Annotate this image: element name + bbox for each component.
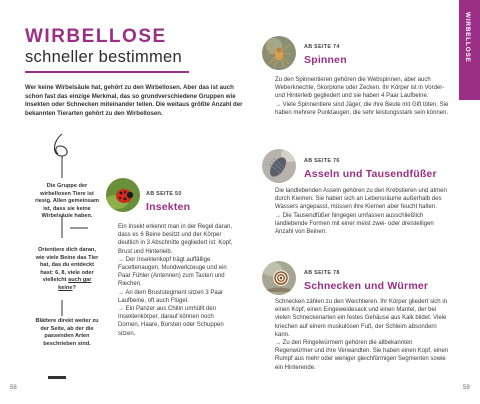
spider-photo (262, 36, 296, 70)
section-title-insekten: Insekten (146, 201, 191, 213)
section-title-asseln: Asseln und Tausendfüßer (304, 168, 437, 180)
spinnen-text: Zu den Spinnentieren gehören die Webspinnen, aber auch Weberknechte, Skorpione oder Zecken. Ihr Körper ist in Vorder- und Hinterleib gegliedert und sie haben 4 Paar Laufbeine. → Viele Spinnentiere sind Jäger, die ihre Beute mit Gift töten. Sie haben mehrere Punktaugen, die sehr leistungsstark sein können. (275, 77, 449, 116)
arrow-icon: → (275, 212, 281, 219)
schnecken-text: Schnecken zählen zu den Weichtieren. Ihr Körper gliedert sich in einen Kopf, einen Eingeweidesack und einen Mantel, der bei vielen Schneckenarten ein festes Gehäuse aus Kalk bildet. Viele kriechen auf einem muskulösen Fuß, der Schleim absondern kann. → Zu den Ringelwürmern gehören die allbekannten Regenwürmer und ihre Verwandten. Sie haben einen Kopf, einen Rumpf aus mehr oder weniger gleichförmigen Segmenten sowie ein Hinterende. (275, 299, 449, 371)
guide-step-2-emphasis: auch gar keine (58, 277, 92, 291)
page-title: WIRBELLOSE (25, 26, 167, 47)
end-bar (48, 376, 66, 379)
section-ref: AB SEITE 76 (304, 158, 340, 164)
ladybug-photo (106, 178, 140, 212)
chapter-tab-label: WIRBELLOSE (464, 12, 471, 63)
page-number-left: 58 (10, 385, 17, 391)
section-ref: AB SEITE 50 (146, 191, 182, 197)
section-ref: AB SEITE 74 (304, 44, 340, 50)
guide-step-2: Orientiere dich daran, wie viele Beine das Tier hat, das du entdeckt hast: 6, 8, viele oder vielleicht auch gar keine? (35, 247, 99, 291)
intro-text: Wer keine Wirbelsäule hat, gehört zu den Wirbellosen. Aber das ist auch schon fast das einzige Merkmal, das so grundverschiedene Gruppen wie Insekten oder Schnecken miteinander teilen. Die weitaus größte Anzahl der bekannten Tierarten gehört zu den Wirbellosen. (25, 84, 243, 117)
arrow-icon: → (118, 256, 124, 263)
section-ref: AB SEITE 78 (304, 270, 340, 276)
insekten-text: Ein Insekt erkennt man in der Regel daran, dass es 6 Beine besitzt und der Körper deutlich in 3 Abschnitte gegliedert ist: Kopf, Brust und Hinterleib. → Der Insektenkopf trägt auffällige Facettenaugen, Mundwerkzeuge und ein Paar Fühler (Antennen) zum Tasten und Riechen. → An dem Bruststegment sitzen 3 Paar Laufbeine, oft auch Flügel. → Ein Panzer aus Chitin umhüllt den Insektenkörper, darauf können noch Dornen, Haare, Borsten oder Schuppen sitzen. (118, 224, 233, 337)
snail-photo (262, 261, 296, 295)
page-subtitle: schneller bestimmen (25, 48, 183, 66)
page-number-right: 59 (463, 385, 470, 391)
arrow-icon: → (118, 306, 124, 313)
arrow-icon: → (275, 101, 281, 108)
title-underline (25, 71, 189, 73)
woodlouse-photo (262, 149, 296, 183)
arrow-icon: → (275, 340, 281, 347)
section-title-spinnen: Spinnen (304, 54, 347, 66)
section-title-schnecken: Schnecken und Würmer (304, 280, 429, 292)
asseln-text: Die landlebenden Asseln gehören zu den Krebstieren und atmen durch Kiemen. Sie haben sich an Lebensräume außerhalb des Wassers angepasst, müssen ihre Kiemen aber feucht halten. → Die Tausendfüßer hingegen umfassen ausschließlich landlebende Formen mit einer meist zwei- oder dreistelligen Anzahl von Beinen. (275, 188, 447, 236)
guide-step-1: Die Gruppe der wirbellosen Tiere ist riesig. Allen gemeinsam ist, dass sie keine Wirbelsäule haben. (35, 183, 99, 220)
guide-step-3: Blättere direkt weiter zu der Seite, ab der die passenden Arten beschrieben sind. (35, 318, 99, 347)
arrow-icon: → (118, 289, 124, 296)
